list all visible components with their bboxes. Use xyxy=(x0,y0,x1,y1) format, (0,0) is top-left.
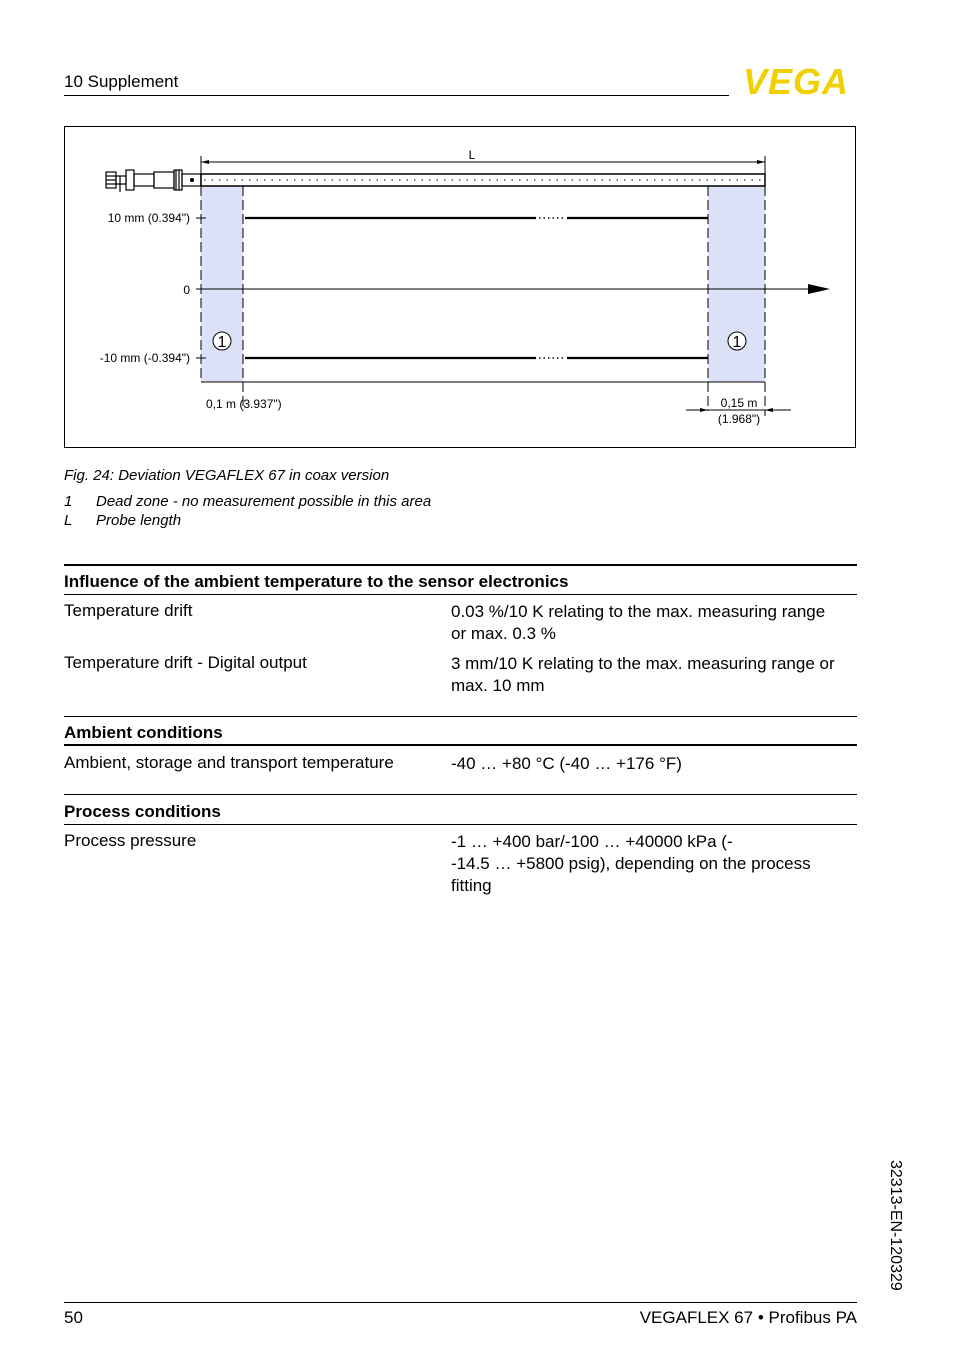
product-name: VEGAFLEX 67 • Profibus PA xyxy=(639,1308,857,1327)
dimension-label-01m: 0,1 m (3.937") xyxy=(206,397,282,411)
length-label: L xyxy=(468,148,476,162)
spec-label: Temperature drift - Digital output xyxy=(64,653,307,672)
dimension-label-015m: 0,15 m xyxy=(720,396,758,410)
section-divider xyxy=(64,794,857,795)
section-divider xyxy=(64,594,857,595)
zone-marker-right: 1 xyxy=(732,334,742,351)
section-title: Process conditions xyxy=(64,802,221,821)
header-divider xyxy=(64,95,729,96)
section-title: Influence of the ambient temperature to the sensor electronics xyxy=(64,572,569,591)
legend-text: Probe length xyxy=(96,512,182,529)
legend-key: 1 xyxy=(64,493,73,510)
sensor-head-icon xyxy=(106,170,201,192)
spec-value: -1 … +400 bar/-100 … +40000 kPa (- -14.5 … +5800 psig), depending on the process fitting xyxy=(451,832,811,895)
legend-text: Dead zone - no measurement possible in this area xyxy=(96,493,432,510)
figure-caption: Fig. 24: Deviation VEGAFLEX 67 in coax version xyxy=(64,467,390,484)
section-divider xyxy=(64,744,857,746)
document-code: 32313-EN-120329 xyxy=(887,1160,904,1291)
spec-value: 0.03 %/10 K relating to the max. measuring range or max. 0.3 % xyxy=(451,602,826,643)
tick-label-plus10: 10 mm (0.394") xyxy=(107,211,190,225)
spec-label: Temperature drift xyxy=(64,601,193,620)
footer-divider xyxy=(64,1302,857,1303)
legend-item xyxy=(64,493,431,510)
spec-value: -40 … +80 °C (-40 … +176 °F) xyxy=(451,754,682,773)
dead-zone-left xyxy=(201,186,243,382)
legend-key: L xyxy=(64,512,73,529)
page-number: 50 xyxy=(64,1308,83,1327)
legend-item xyxy=(64,512,181,529)
zone-marker-left: 1 xyxy=(217,334,227,351)
section-divider xyxy=(64,824,857,825)
deviation-diagram xyxy=(64,126,856,448)
section-divider xyxy=(64,716,857,717)
tick-label-zero: 0 xyxy=(183,283,190,297)
section-divider xyxy=(64,564,857,566)
section-heading: 10 Supplement xyxy=(64,72,179,91)
dead-zone-right xyxy=(708,186,765,382)
brand-logo-text: VEGA xyxy=(742,64,850,98)
spec-label: Ambient, storage and transport temperature xyxy=(64,753,394,772)
section-title: Ambient conditions xyxy=(64,723,223,742)
vega-logo xyxy=(734,64,858,98)
spec-label: Process pressure xyxy=(64,831,197,850)
spec-value: 3 mm/10 K relating to the max. measuring range or max. 10 mm xyxy=(451,654,835,695)
axis-arrow-icon xyxy=(808,284,830,294)
tick-label-minus10: -10 mm (-0.394") xyxy=(99,351,190,365)
dimension-label-015m-inch: (1.968") xyxy=(717,412,761,426)
